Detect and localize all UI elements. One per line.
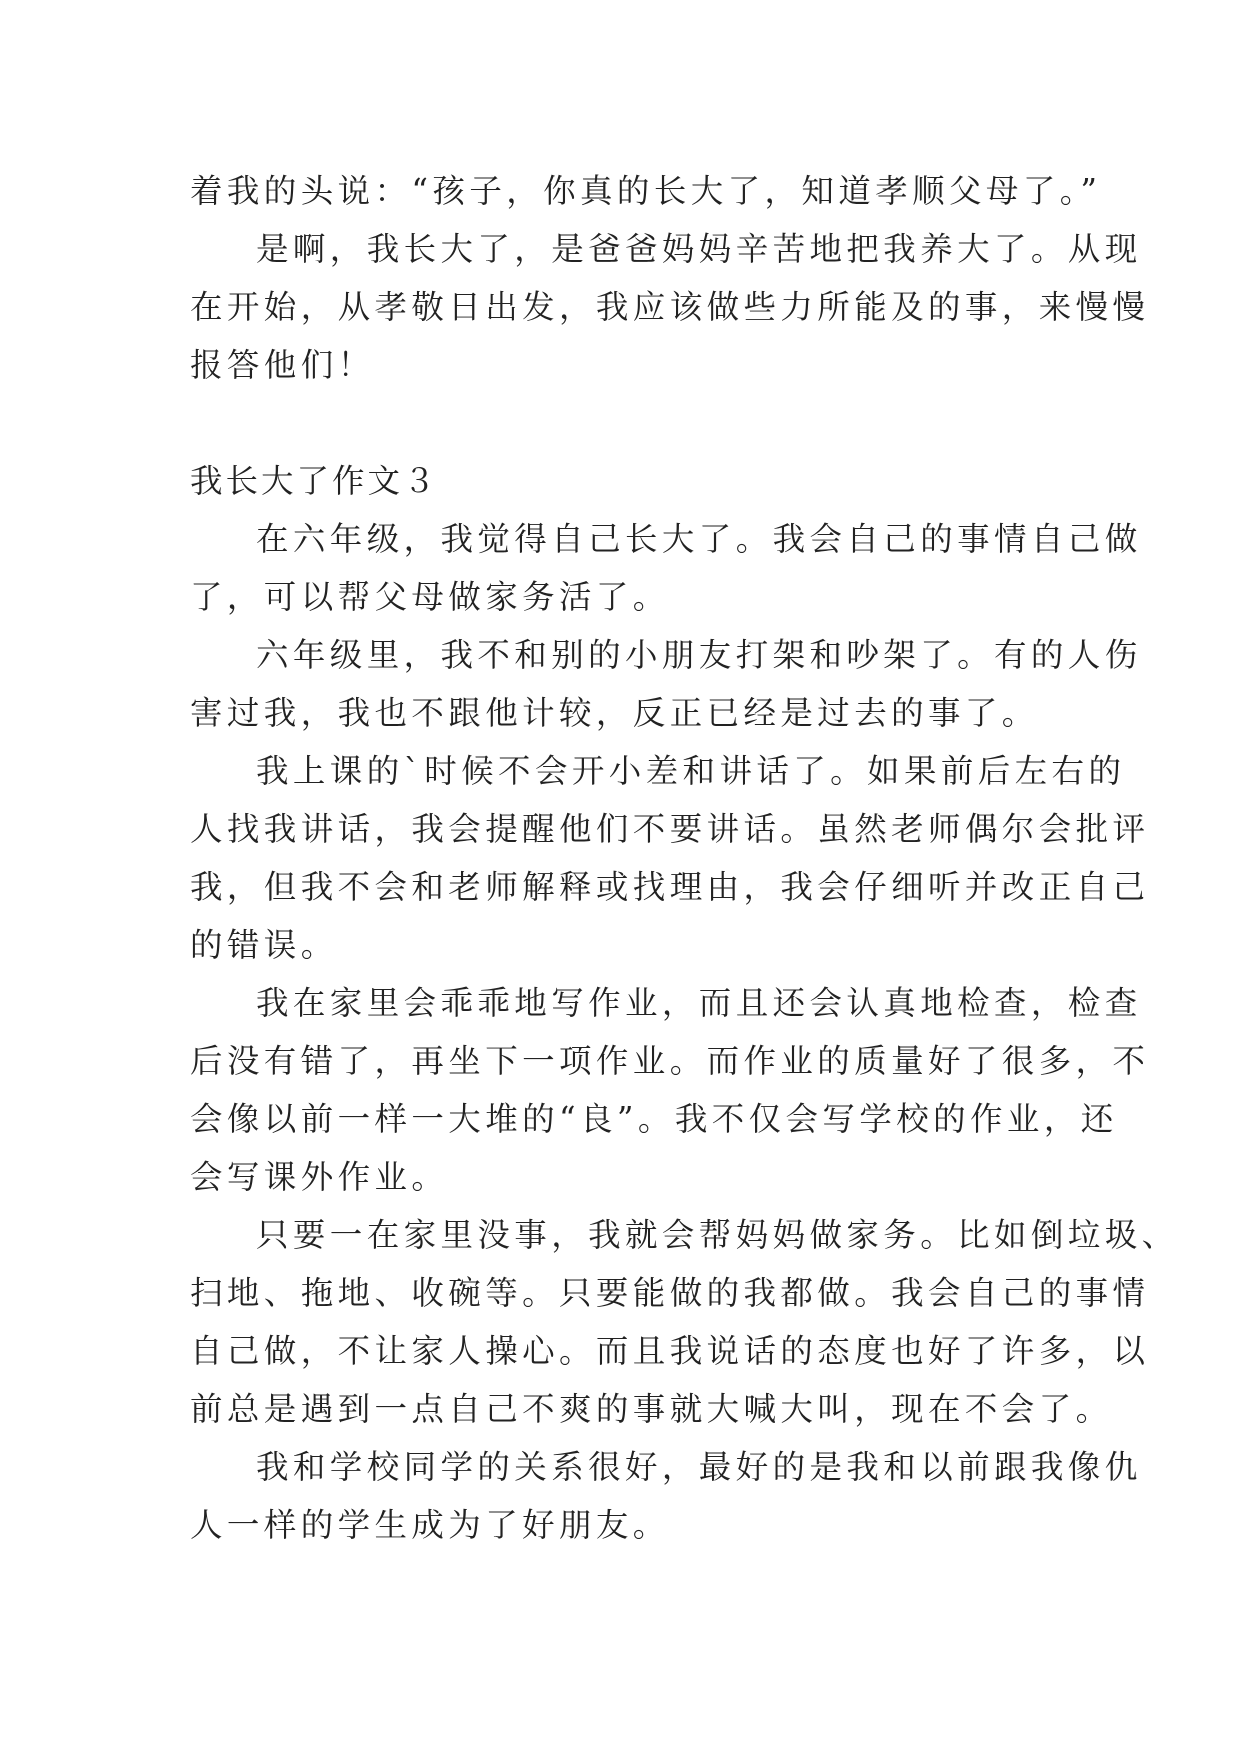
body-line: 是啊，我长大了，是爸爸妈妈辛苦地把我养大了。从现 xyxy=(256,230,1142,268)
essay-title: 我长大了作文３ xyxy=(190,462,439,500)
body-line: 会像以前一样一大堆的“良”。我不仅会写学校的作业，还 xyxy=(190,1100,1118,1138)
body-line: 我和学校同学的关系很好，最好的是我和以前跟我像仇 xyxy=(256,1448,1142,1486)
document-body xyxy=(190,162,1179,1554)
body-line: 了，可以帮父母做家务活了。 xyxy=(190,578,670,616)
body-line: 的错误。 xyxy=(190,926,338,964)
body-line: 报答他们！ xyxy=(190,346,375,384)
body-line: 人一样的学生成为了好朋友。 xyxy=(190,1506,670,1544)
body-line: 前总是遇到一点自己不爽的事就大喊大叫，现在不会了。 xyxy=(190,1390,1113,1428)
body-line: 人找我讲话，我会提醒他们不要讲话。虽然老师偶尔会批评 xyxy=(190,810,1150,848)
body-line: 后没有错了，再坐下一项作业。而作业的质量好了很多，不 xyxy=(190,1042,1150,1080)
body-line: 我上课的`时候不会开小差和讲话了。如果前后左右的 xyxy=(256,752,1126,790)
body-line: 扫地、拖地、收碗等。只要能做的我都做。我会自己的事情 xyxy=(190,1274,1150,1312)
body-line: 在六年级，我觉得自己长大了。我会自己的事情自己做 xyxy=(256,520,1142,558)
body-line: 六年级里，我不和别的小朋友打架和吵架了。有的人伤 xyxy=(256,636,1142,674)
body-line: 着我的头说：“孩子，你真的长大了，知道孝顺父母了。” xyxy=(190,172,1102,210)
body-line: 会写课外作业。 xyxy=(190,1158,449,1196)
body-line: 我，但我不会和老师解释或找理由，我会仔细听并改正自己 xyxy=(190,868,1150,906)
body-line: 在开始，从孝敬日出发，我应该做些力所能及的事，来慢慢 xyxy=(190,288,1150,326)
body-line: 害过我，我也不跟他计较，反正已经是过去的事了。 xyxy=(190,694,1039,732)
body-line: 我在家里会乖乖地写作业，而且还会认真地检查，检查 xyxy=(256,984,1142,1022)
section-spacer xyxy=(190,394,1060,452)
body-line: 只要一在家里没事，我就会帮妈妈做家务。比如倒垃圾、 xyxy=(256,1216,1179,1254)
body-line: 自己做，不让家人操心。而且我说话的态度也好了许多，以 xyxy=(190,1332,1150,1370)
